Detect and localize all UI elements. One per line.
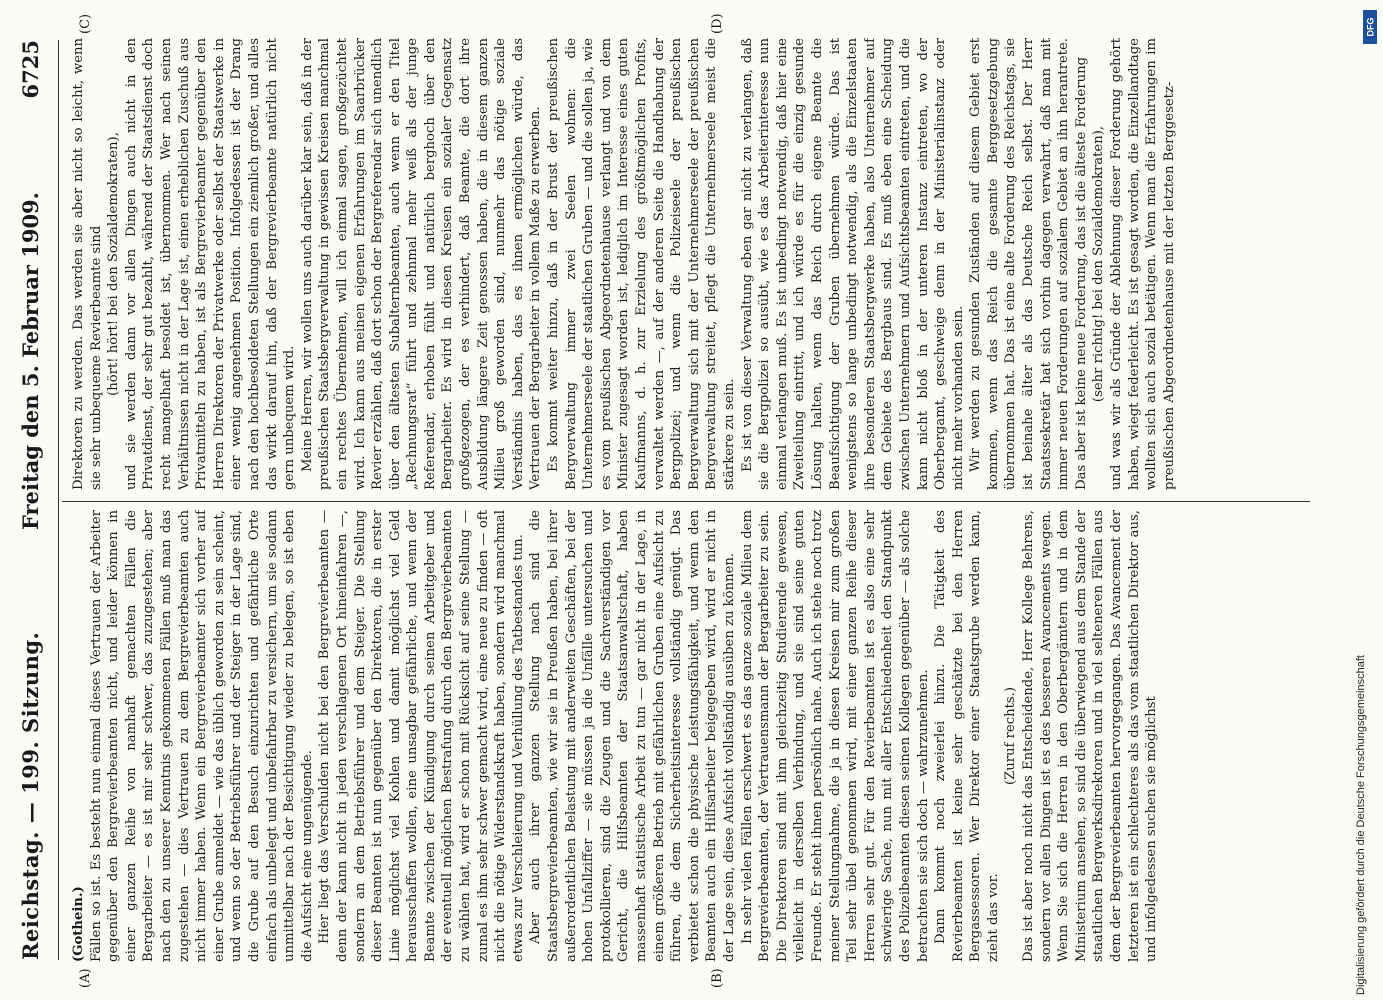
header-rule — [58, 40, 59, 960]
paragraph: Direktoren zu werden. Das werden sie aber nicht so leicht, wenn sie sehr unbequeme Revierbeamte sind — [71, 38, 104, 490]
speaker-label: (Gothein.) — [71, 886, 86, 962]
interjection: (hört! hört! bei den Sozialdemokraten), — [106, 132, 122, 396]
margin-marker-b: (B) — [710, 968, 725, 988]
paragraph: Meine Herren, wir wollen uns auch darüber klar sein, daß in der preußischen Staatsbergverwaltung in gewissen Kreisen manchmal ein rechtes Übernehmen, will ich einmal sagen, großgezüchtet wird. Ich kann aus meinen eigenen Erfahrungen im Saarbrücker Revier erzählen, daß dort schon der Bergreferendar sich unendlich über den ältesten Subalternbeamten, auch wenn er den Titel „Rechnungsrat“ führt und zehnmal mehr weiß als der junge Referendar, erhoben fühlt und natürlich berghoch über den Bergarbeiter. Es wird in diesen Kreisen ein sozialer Gegensatz großgezogen, der es verhindert, daß Beamte, die dort ihre Ausbildung längere Zeit genossen haben, die in diesem ganzen Milieu groß geworden sind, nunmehr das nötige soziale Verständnis haben, das es ihnen ermöglichen würde, das Vertrauen der Bergarbeiter in vollem Maße zu erwerben. — [299, 38, 544, 490]
column-divider — [62, 501, 1310, 502]
paragraph: Fällen so ist. Es besteht nun einmal dieses Vertrauen der Arbeiter gegenüber den Bergrevierbeamten nicht, und leider können in einer ganzen Reihe von namhaft gemachten Fällen die Bergarbeiter — es ist mir sehr schwer, das zuzugestehen; aber nach den zu unserer Kenntnis gekommenen Fällen muß man das zugestehen — dies Vertrauen zu dem Bergrevierbeamten auch nicht immer haben. Wenn ein Bergrevierbeamter sich vorher auf einer Grube anmeldet — wie das üblich geworden zu sein scheint, und wenn so der Betriebsführer und der Steiger in der Lage sind, die Grube auf den Besuch einzurichten und gefährliche Orte einfach als unbelegt und unbefahrbar zu versichern, um sie sodann unmittelbar nach der Besichtigung wieder zu belegen, so ist eben die Aufsicht eine ungenügende. — [88, 510, 315, 962]
header-session-title: Reichstag. — 199. Sitzung. — [18, 631, 43, 960]
right-text-column — [70, 38, 1304, 490]
paragraph: Es kommt weiter hinzu, daß in der Brust der preußischen Bergverwaltung immer zwei Seelen wohnen: die Unternehmerseele der staatlichen Gruben — und die sollen ja, wie es vom preußischen Abgeordnetenhause verlangt und von dem Minister zugesagt worden ist, lediglich im Interesse eines guten Kaufmanns, d. h. zur Erzielung des größtmöglichen Profits, verwaltet werden —, auf der anderen Seite die Handhabung der Bergpolizei; und wenn die Polizeiseele der preußischen Bergverwaltung sich mit der Unternehmerseele der preußischen Bergverwaltung streitet, pflegt die Unternehmerseele meist die stärkere zu sein. — [546, 38, 737, 490]
paragraph: Hier liegt das Verschulden nicht bei den Bergrevierbeamten — denn der kann nicht in jeden verschlagenen Ort hineinfahren —, sondern an dem Betriebsführer und dem Steiger. Die Stellung dieser Beamten ist nun gegenüber den Direktoren, die in erster Linie möglichst viel Kohlen und damit möglichst viel Geld herausschaffen wollen, eine unsagbar gefährliche, und wenn der Beamte zwischen der Kündigung durch seinen Arbeitgeber und der eventuell möglichen Bestrafung durch den Bergrevierbeamten zu wählen hat, wird er schon mit Rücksicht auf seine Stellung — zumal es ihm sehr schwer gemacht wird, eine neue zu finden — oft nicht die nötige Widerstandskraft haben, sondern wird manchmal etwas zur Verschleierung und Verhüllung des Tatbestandes tun. — [317, 510, 526, 962]
paragraph: und was wir als Gründe der Ablehnung dieser Forderung gehört haben, wiegt federleicht. Es ist gesagt worden, die Einzellandtage wollten sich auch sozial betätigen. Wenn man die Erfahrungen im preußischen Abgeordnetenhause mit der letzten Berggesetz- — [1109, 38, 1177, 490]
paragraph: und sie werden dann vor allen Dingen auch nicht in den Privatdienst, der sehr gut bezahlt, während der Staatsdienst doch recht mangelhaft besoldet ist, übernommen. Wer nach seinen Verhältnissen nicht in der Lage ist, einen erheblichen Zuschuß aus Privatmitteln zu haben, ist als Bergrevierbeamter gegenüber den Herren Direktoren der Privatwerke oder selbst der Staatswerke in einer wenig angenehmen Position. Infolgedessen ist der Drang nach den hochbesoldeten Stellungen ein ziemlich großer, und alles das wirkt darauf hin, daß der Bergrevierbeamte natürlich nicht gern unbequem wird. — [123, 38, 298, 490]
interjection: (sehr richtig! bei den Sozialdemokraten), — [1091, 125, 1107, 403]
left-text-column — [70, 510, 1304, 962]
paragraph: Es ist von dieser Verwaltung eben gar nicht zu verlangen, daß sie die Bergpolizei so ausübt, wie es das Arbeiterinteresse nun einmal verlangen muß. Es ist unbedingt notwendig, daß hier eine Zweiteilung eintritt, und ich würde es für die einzig gesunde Lösung halten, wenn das Reich durch eigene Beamte die Beaufsichtigung der Gruben übernehmen würde. Das ist wenigstens so lange unbedingt notwendig, als die Einzelstaaten ihre besonderen Staatsbergwerke haben, also Unternehmer auf dem Gebiete des Bergbaus sind. Es muß eben eine Scheidung zwischen Unternehmern und Aufsichtsbeamten eintreten, und die kann nicht bloß in der unteren Instanz eintreten, wo der Oberbergamt, geschweige denn in der Ministerialinstanz oder nicht mehr vorhanden sein. — [739, 38, 966, 490]
digitization-credit: Digitalisierung gefördert durch die Deutsche Forschungsgemeinschaft — [1355, 655, 1367, 995]
paragraph: Dann kommt noch zweierlei hinzu. Die Tätigkeit des Revierbeamten ist keine sehr geschätzte bei den Herren Bergassessoren. Wer Direktor einer Staatsgrube werden kann, zieht das vor. — [933, 510, 1001, 962]
page-number: 6725 — [18, 40, 43, 99]
running-header — [14, 40, 54, 960]
paragraph: Aber auch ihrer ganzen Stellung nach sind die Staatsbergrevierbeamten, wie wir sie in Preußen haben, bei ihrer außerordentlichen Belastung mit anderweiten Geschäften, bei der hohen Unfallziffer — sie müssen ja die Unfälle untersuchen und protokollieren, sind die Zeugen und die Sachverständigen vor Gericht, die Hilfsbeamten der Staatsanwaltschaft, haben massenhaft statistische Arbeit zu tun — gar nicht in der Lage, in einem größeren Betrieb mit gefährlichen Gruben eine Aufsicht zu führen, die dem Sicherheitsinteresse vollständig genügt. Das verbietet schon die physische Leistungsfähigkeit, und wenn den Beamten auch ein Hilfsarbeiter beigegeben wird, wird er nicht in der Lage sein, diese Aufsicht vollständig ausüben zu können. — [528, 510, 737, 962]
paragraph: In sehr vielen Fällen erschwert es das ganze soziale Milieu dem Bergrevierbeamten, der Vertrauensmann der Bergarbeiter zu sein. Die Direktoren sind mit ihm gleichzeitig Studierende gewesen, vielleicht in derselben Verbindung, und sie sind seine guten Freunde. Er steht ihnen persönlich nahe. Auch ich stehe noch trotz meiner Stellungnahme, die ja in diesen Kreisen mir zum großen Teil sehr übel genommen wird, mit einer ganzen Reihe dieser Herren sehr gut. Für den Revierbeamten ist es also eine sehr schwierige Sache, nun mit aller Entschiedenheit den Standpunkt des Polizeibeamten diesen seinen Kollegen gegenüber — als solche betrachten sie sich doch — wahrzunehmen. — [739, 510, 931, 962]
header-date: Freitag den 5. Februar 1909. — [18, 192, 43, 530]
margin-marker-a: (A) — [78, 968, 93, 988]
paragraph: Das ist aber noch nicht das Entscheidende, Herr Kollege Behrens, sondern vor allen Dingen ist es des besseren Avancements wegen. Wenn Sie sich die Herren in den Oberbergämtern und in dem Ministerium ansehen, so sind die überwiegend aus dem Stande der staatlichen Bergwerksdirektoren und in viel selteneren Fällen aus dem der Bergrevierbeamten hervorgegangen. Das Avancement der letzteren ist ein schlechteres als das vom staatlichen Direktor aus, und infolgedessen suchen sie möglichst — [1021, 510, 1160, 962]
paragraph: Wir werden zu gesunden Zuständen auf diesem Gebiet erst kommen, wenn das Reich die gesamte Berggesetzgebung übernommen hat. Das ist eine alte Forderung des Reichstags, sie ist beinahe älter als das Deutsche Reich selbst. Der Herr Staatssekretär hat sich vorhin dagegen verwahrt, daß man mit immer neuen Forderungen auf sozialem Gebiet an ihn herantrete. Das aber ist keine neue Forderung, das ist die älteste Forderung — [968, 38, 1089, 490]
interjection: (Zuruf rechts.) — [1003, 686, 1019, 786]
dfg-logo: DFG — [1363, 10, 1377, 44]
margin-marker-d: (D) — [710, 13, 725, 34]
margin-marker-c: (C) — [78, 13, 93, 34]
